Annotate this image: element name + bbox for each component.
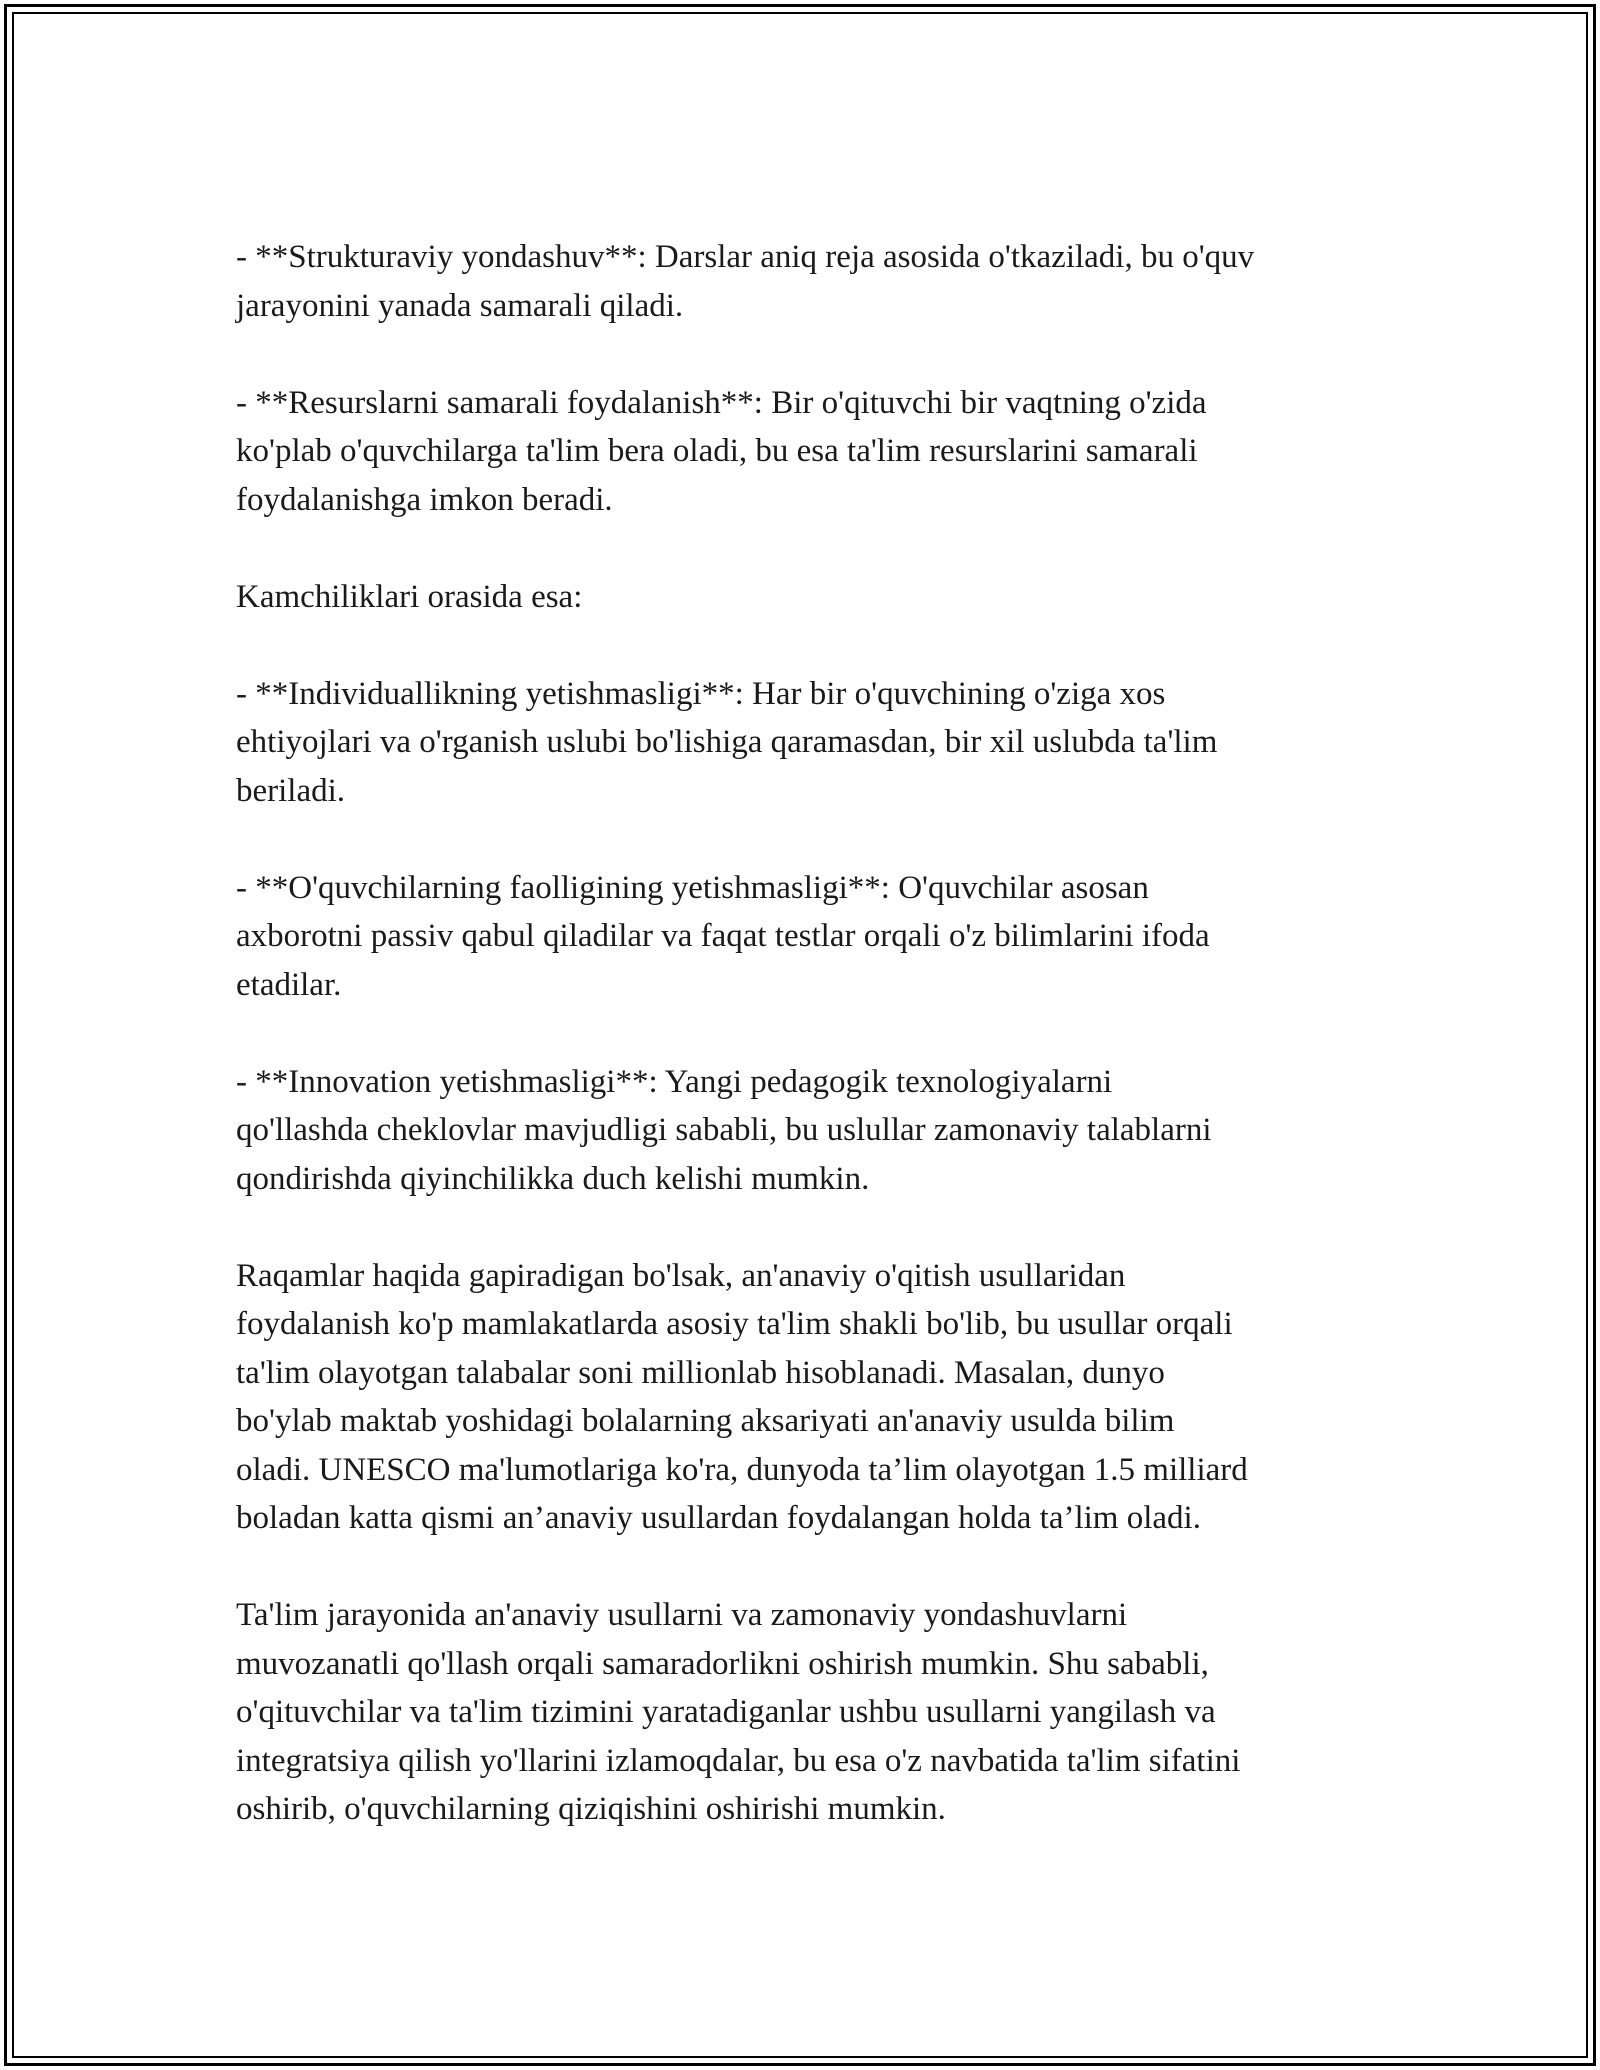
paragraph-kamchiliklari-heading: Kamchiliklari orasida esa: xyxy=(236,578,583,615)
paragraph-innovation: - **Innovation yetishmasligi**: Yangi pedagogik texnologiyalarni qo'llashda cheklovlar mavjudligi sababli, bu uslullar zamonaviy talablarni qondirishda qiyinchilikka duch kelishi mumkin. xyxy=(236,1063,1212,1197)
paragraph-oquvchilarning-faolligi: - **O'quvchilarning faolligining yetishmasligi**: O'quvchilar asosan axborotni passiv qabul qiladilar va faqat testlar orqali o'z bilimlarini ifoda etadilar. xyxy=(236,869,1210,1003)
document-body xyxy=(236,233,1386,1882)
paragraph-strukturaviy-yondashuv: - **Strukturaviy yondashuv**: Darslar aniq reja asosida o'tkaziladi, bu o'quv jarayonini yanada samarali qiladi. xyxy=(236,239,1255,324)
paragraph-resurslarni-samarali: - **Resurslarni samarali foydalanish**: Bir o'qituvchi bir vaqtning o'zida ko'plab o'quvchilarga ta'lim bera oladi, bu esa ta'lim resurslarini samarali foydalanishga imkon beradi. xyxy=(236,384,1207,518)
paragraph-individuallikning: - **Individuallikning yetishmasligi**: Har bir o'quvchining o'ziga xos ehtiyojlari va o'rganish uslubi bo'lishiga qaramasdan, bir xil uslubda ta'lim beriladi. xyxy=(236,675,1218,809)
paragraph-raqamlar: Raqamlar haqida gapiradigan bo'lsak, an'anaviy o'qitish usullaridan foydalanish ko'p mamlakatlarda asosiy ta'lim shakli bo'lib, bu usullar orqali ta'lim olayotgan talabalar soni millionlab hisoblanadi. Masalan, dunyo bo'ylab maktab yoshidagi bolalarning aksariyati an'anaviy usulda bilim oladi. UNESCO ma'lumotlariga ko'ra, dunyoda ta’lim olayotgan 1.5 milliard boladan katta qismi an’anaviy usullardan foydalangan holda ta’lim oladi. xyxy=(236,1257,1248,1536)
paragraph-talim-jarayonida: Ta'lim jarayonida an'anaviy usullarni va zamonaviy yondashuvlarni muvozanatli qo'llash orqali samaradorlikni oshirish mumkin. Shu sababli, o'qituvchilar va ta'lim tizimini yaratadiganlar ushbu usullarni yangilash va integratsiya qilish yo'llarini izlamoqdalar, bu esa o'z navbatida ta'lim sifatini oshirib, o'quvchilarning qiziqishini oshirishi mumkin. xyxy=(236,1597,1241,1827)
